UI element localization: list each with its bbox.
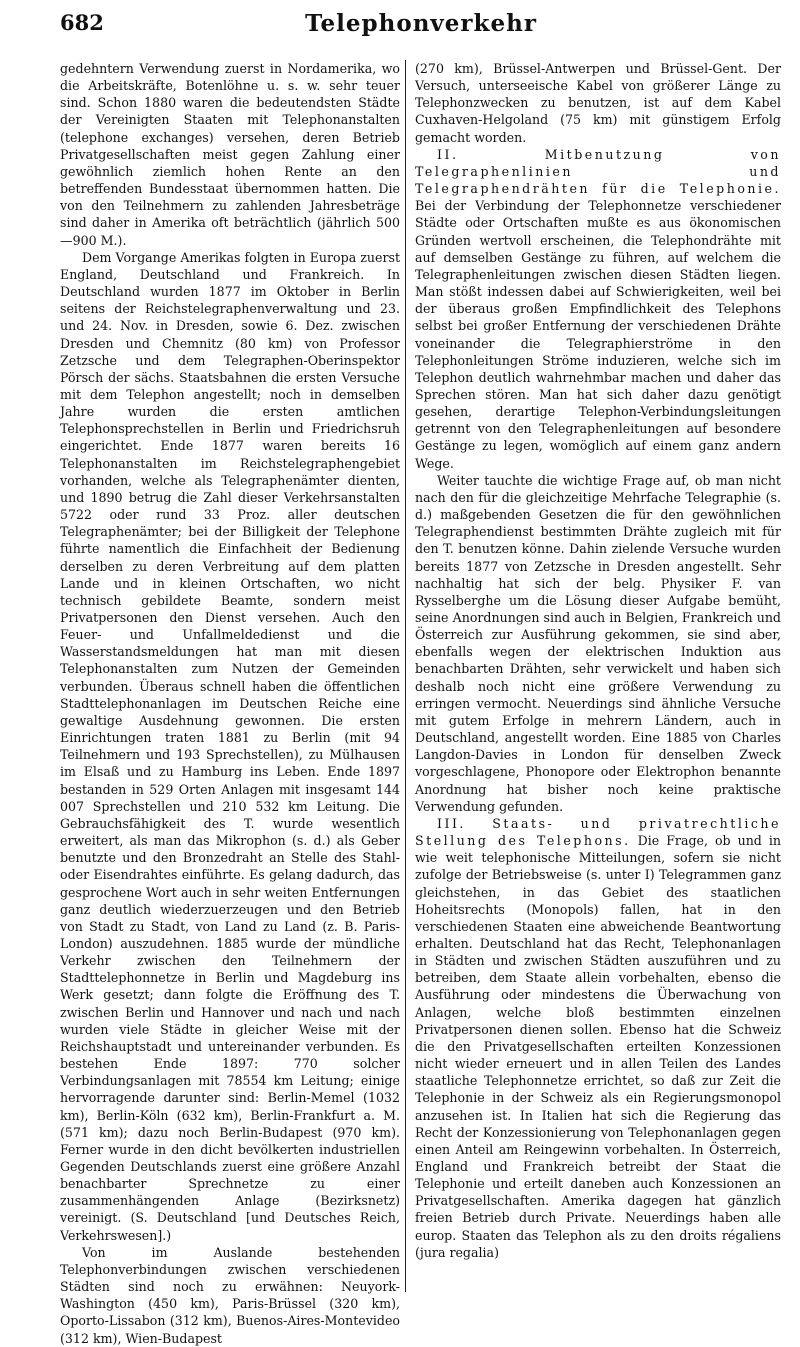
section-paragraph (415, 146, 781, 472)
paragraph: gedehntern Verwendung zuerst in Nordamerika, wo die Arbeitskräfte, Botenlöhne u. s. w. sehr teuer sind. Schon 1880 waren die bedeutendsten Städte der Vereinigten Staaten mit Telephonanstalten (telephone exchanges) versehen, deren Betrieb Privatgesellschaften meist gegen Zahlung einer gewöhnlich ziemlich hohen Rente an den betreffenden Bundesstaat übernommen hatten. Die von den Teilnehmern zu zahlenden Jahresbeträge sind daher in Amerika oft beträchtlich (jährlich 500—900 M.). (60, 61, 400, 248)
section-body: Bei der Verbindung der Telephonnetze verschiedener Städte oder Ortschaften mußte es aus ökonomischen Gründen wertvoll erscheinen, die Telephondrähte mit auf demselben Gestänge zu führen, auf welchem die Telegraphenleitungen zwischen diesen Städten liegen. Man stößt indessen dabei auf Schwierigkeiten, weil bei der überaus großen Empfindlichkeit des Telephons selbst bei großer Entfernung der verschiedenen Drähte voneinander die Telegraphierströme in den Telephonleitungen Ströme induzieren, welche sich im Telephon deutlich wahrnehmbar machen und daher das Sprechen stören. Man hat sich daher dazu genötigt gesehen, derartige Telephon-Verbindungsleitungen getrennt von den Telegraphenleitungen auf besondere Gestänge zu legen, womöglich auf einem ganz andern Wege. (415, 198, 781, 471)
section-body: Die Frage, ob und in wie weit telephonische Mitteilungen, sofern sie nicht zufolge der Betriebsweise (s. unter I) Telegrammen ganz gleichstehen, in das Gebiet des staatlichen Hoheitsrechts (Monopols) fallen, hat in den verschiedenen Staaten eine abweichende Beantwortung erhalten. Deutschland hat das Recht, Telephonanlagen in Städten und zwischen Städten auszuführen und zu betreiben, dem Staate allein vorbehalten, ebenso die Ausführung oder mindestens die Überwachung von Anlagen, welche bloß bestimmten einzelnen Privatpersonen dienen sollen. Ebenso hat die Schweiz die den Privatgesellschaften erteilten Konzessionen nicht wieder erneuert und in allen Teilen des Landes staatliche Telephonnetze errichtet, so daß zur Zeit die Telephonie in der Schweiz als ein Regierungsmonopol anzusehen ist. In Italien hat sich die Regierung das Recht der Konzessionierung von Telephonanlagen gegen einen Anteil am Reingewinn vorbehalten. In Österreich, England und Frankreich betreibt der Staat die Telephonie und erteilt daneben auch Konzessionen an Privatgesellschaften. Amerika dagegen hat gänzlich freien Betrieb durch Private. Neuerdings haben alle europ. Staaten das Telephon als zu den droits régaliens (jura regalia) (415, 833, 781, 1260)
paragraph: Dem Vorgange Amerikas folgten in Europa zuerst England, Deutschland und Frankreich. In Deutschland wurden 1877 im Oktober in Berlin seitens der Reichstelegraphenverwaltung und 23. und 24. Nov. in Dresden, sowie 6. Dez. zwischen Dresden und Chemnitz (80 km) von Professor Zetzsche und dem Telegraphen-Oberinspektor Pörsch der sächs. Staatsbahnen die ersten Versuche mit dem Telephon angestellt; noch in demselben Jahre wurden die ersten amtlichen Telephonsprechstellen in Berlin und Friedrichsruh eingerichtet. Ende 1877 waren bereits 16 Telephonanstalten im Reichstelegraphengebiet vorhanden, welche als Telegraphenämter dienten, und 1890 betrug die Zahl dieser Verkehrsanstalten 5722 oder rund 33 Proz. aller deutschen Telegraphenämter; bei der Billigkeit der Telephone führte namentlich die Einfachheit der Bedienung derselben zu deren Verbreitung auf dem platten Lande und in kleinen Ortschaften, wo nicht technisch gebildete Beamte, sondern meist Privatpersonen den Dienst versehen. Auch den Feuer- und Unfallmeldedienst und die Wasserstandsmeldungen hat man mit diesen Telephonanstalten zum Nutzen der Gemeinden verbunden. Überaus schnell haben die öffentlichen Stadttelephonanlagen im Deutschen Reiche eine gewaltige Ausdehnung gewonnen. Die ersten Einrichtungen traten 1881 zu Berlin (mit 94 Teilnehmern und 193 Sprechstellen), zu Mülhausen im Elsaß und zu Hamburg ins Leben. Ende 1897 bestanden in 529 Orten Anlagen mit insgesamt 144 007 Sprechstellen und 210 532 km Leitung. Die Gebrauchsfähigkeit des T. wurde wesentlich erweitert, als man das Mikrophon (s. d.) als Geber benutzte und den Bronzedraht an Stelle des Stahl- oder Eisendrahtes einführte. Es gelang dadurch, das gesprochene Wort auch in sehr weiten Entfernungen ganz deutlich wiederzuerzeugen und den Betrieb von Stadt zu Stadt, von Land zu Land (z. B. Paris-London) auszudehnen. 1885 wurde der mündliche Verkehr zwischen den Teilnehmern der Stadttelephonnetze in Berlin und Magdeburg ins Werk gesetzt; dann folgte die Eröffnung des T. zwischen Berlin und Hannover und nach und nach wurden viele Städte in gleicher Weise mit der Reichshauptstadt und untereinander verbunden. Es bestehen Ende 1897: 770 solcher Verbindungsanlagen mit 78554 km Leitung; einige hervorragende darunter sind: Berlin-Memel (1032 km), Berlin-Köln (632 km), Berlin-Frankfurt a. M. (571 km); dazu noch Berlin-Budapest (970 km). Ferner wurde in den dicht bevölkerten industriellen Gegenden Deutschlands zuerst eine größere Anzahl benachbarter Sprechnetze zu einer zusammenhängenden Anlage (Bezirksnetz) vereinigt. (S. Deutschland [und Deutsches Reich, Verkehrswesen].) (60, 249, 400, 1243)
section-heading: II. Mitbenutzung von Telegraphenlinien und Telegraphendrähten für die Telephonie. (415, 146, 781, 197)
paragraph: Weiter tauchte die wichtige Frage auf, ob man nicht nach den für die gleichzeitige Mehrfache Telegraphie (s. d.) maßgebenden Gesetzen die für den gewöhnlichen Telegraphendienst bestimmten Drähte zugleich mit für den T. benutzen könne. Dahin zielende Versuche wurden bereits 1877 von Zetzsche in Dresden angestellt. Sehr nachhaltig hat sich der belg. Physiker F. van Rysselberghe um die Lösung dieser Aufgabe bemüht, seine Anordnungen sind auch in Belgien, Frankreich und Österreich zur Ausführung gekommen, sie sind aber, ebenfalls wegen der elektrischen Induktion aus benachbarten Drähten, sehr verwickelt und haben sich deshalb noch nicht eine größere Verwendung zu erringen vermocht. Neuerdings sind ähnliche Versuche mit gutem Erfolge in mehrern Ländern, auch in Deutschland, angestellt worden. Eine 1885 von Charles Langdon-Davies in London für denselben Zweck vorgeschlagene, Phonopore oder Elektrophon benannte Anordnung hat bisher noch keine praktische Verwendung gefunden. (415, 472, 781, 814)
column-divider (405, 60, 406, 1292)
paragraph: Von im Auslande bestehenden Telephonverbindungen zwischen verschiedenen Städten sind noch zu erwähnen: Neuyork-Washington (450 km), Paris-Brüssel (320 km), Oporto-Lissabon (312 km), Buenos-Aires-Montevideo (312 km), Wien-Budapest (60, 1244, 400, 1346)
paragraph: (270 km), Brüssel-Antwerpen und Brüssel-Gent. Der Versuch, unterseeische Kabel von größerer Länge zu Telephonzwecken zu benutzen, ist auf dem Kabel Cuxhaven-Helgoland (75 km) mit günstigem Erfolg gemacht worden. (415, 61, 781, 145)
section-paragraph (415, 815, 781, 1261)
running-title: Telephonverkehr (305, 10, 537, 37)
page-header (60, 6, 782, 42)
page-number: 682 (60, 10, 104, 35)
section-heading: III. Staats- und privatrechtliche Stellung des Telephons. (415, 815, 781, 849)
left-column (60, 60, 400, 1346)
right-column (415, 60, 781, 1295)
